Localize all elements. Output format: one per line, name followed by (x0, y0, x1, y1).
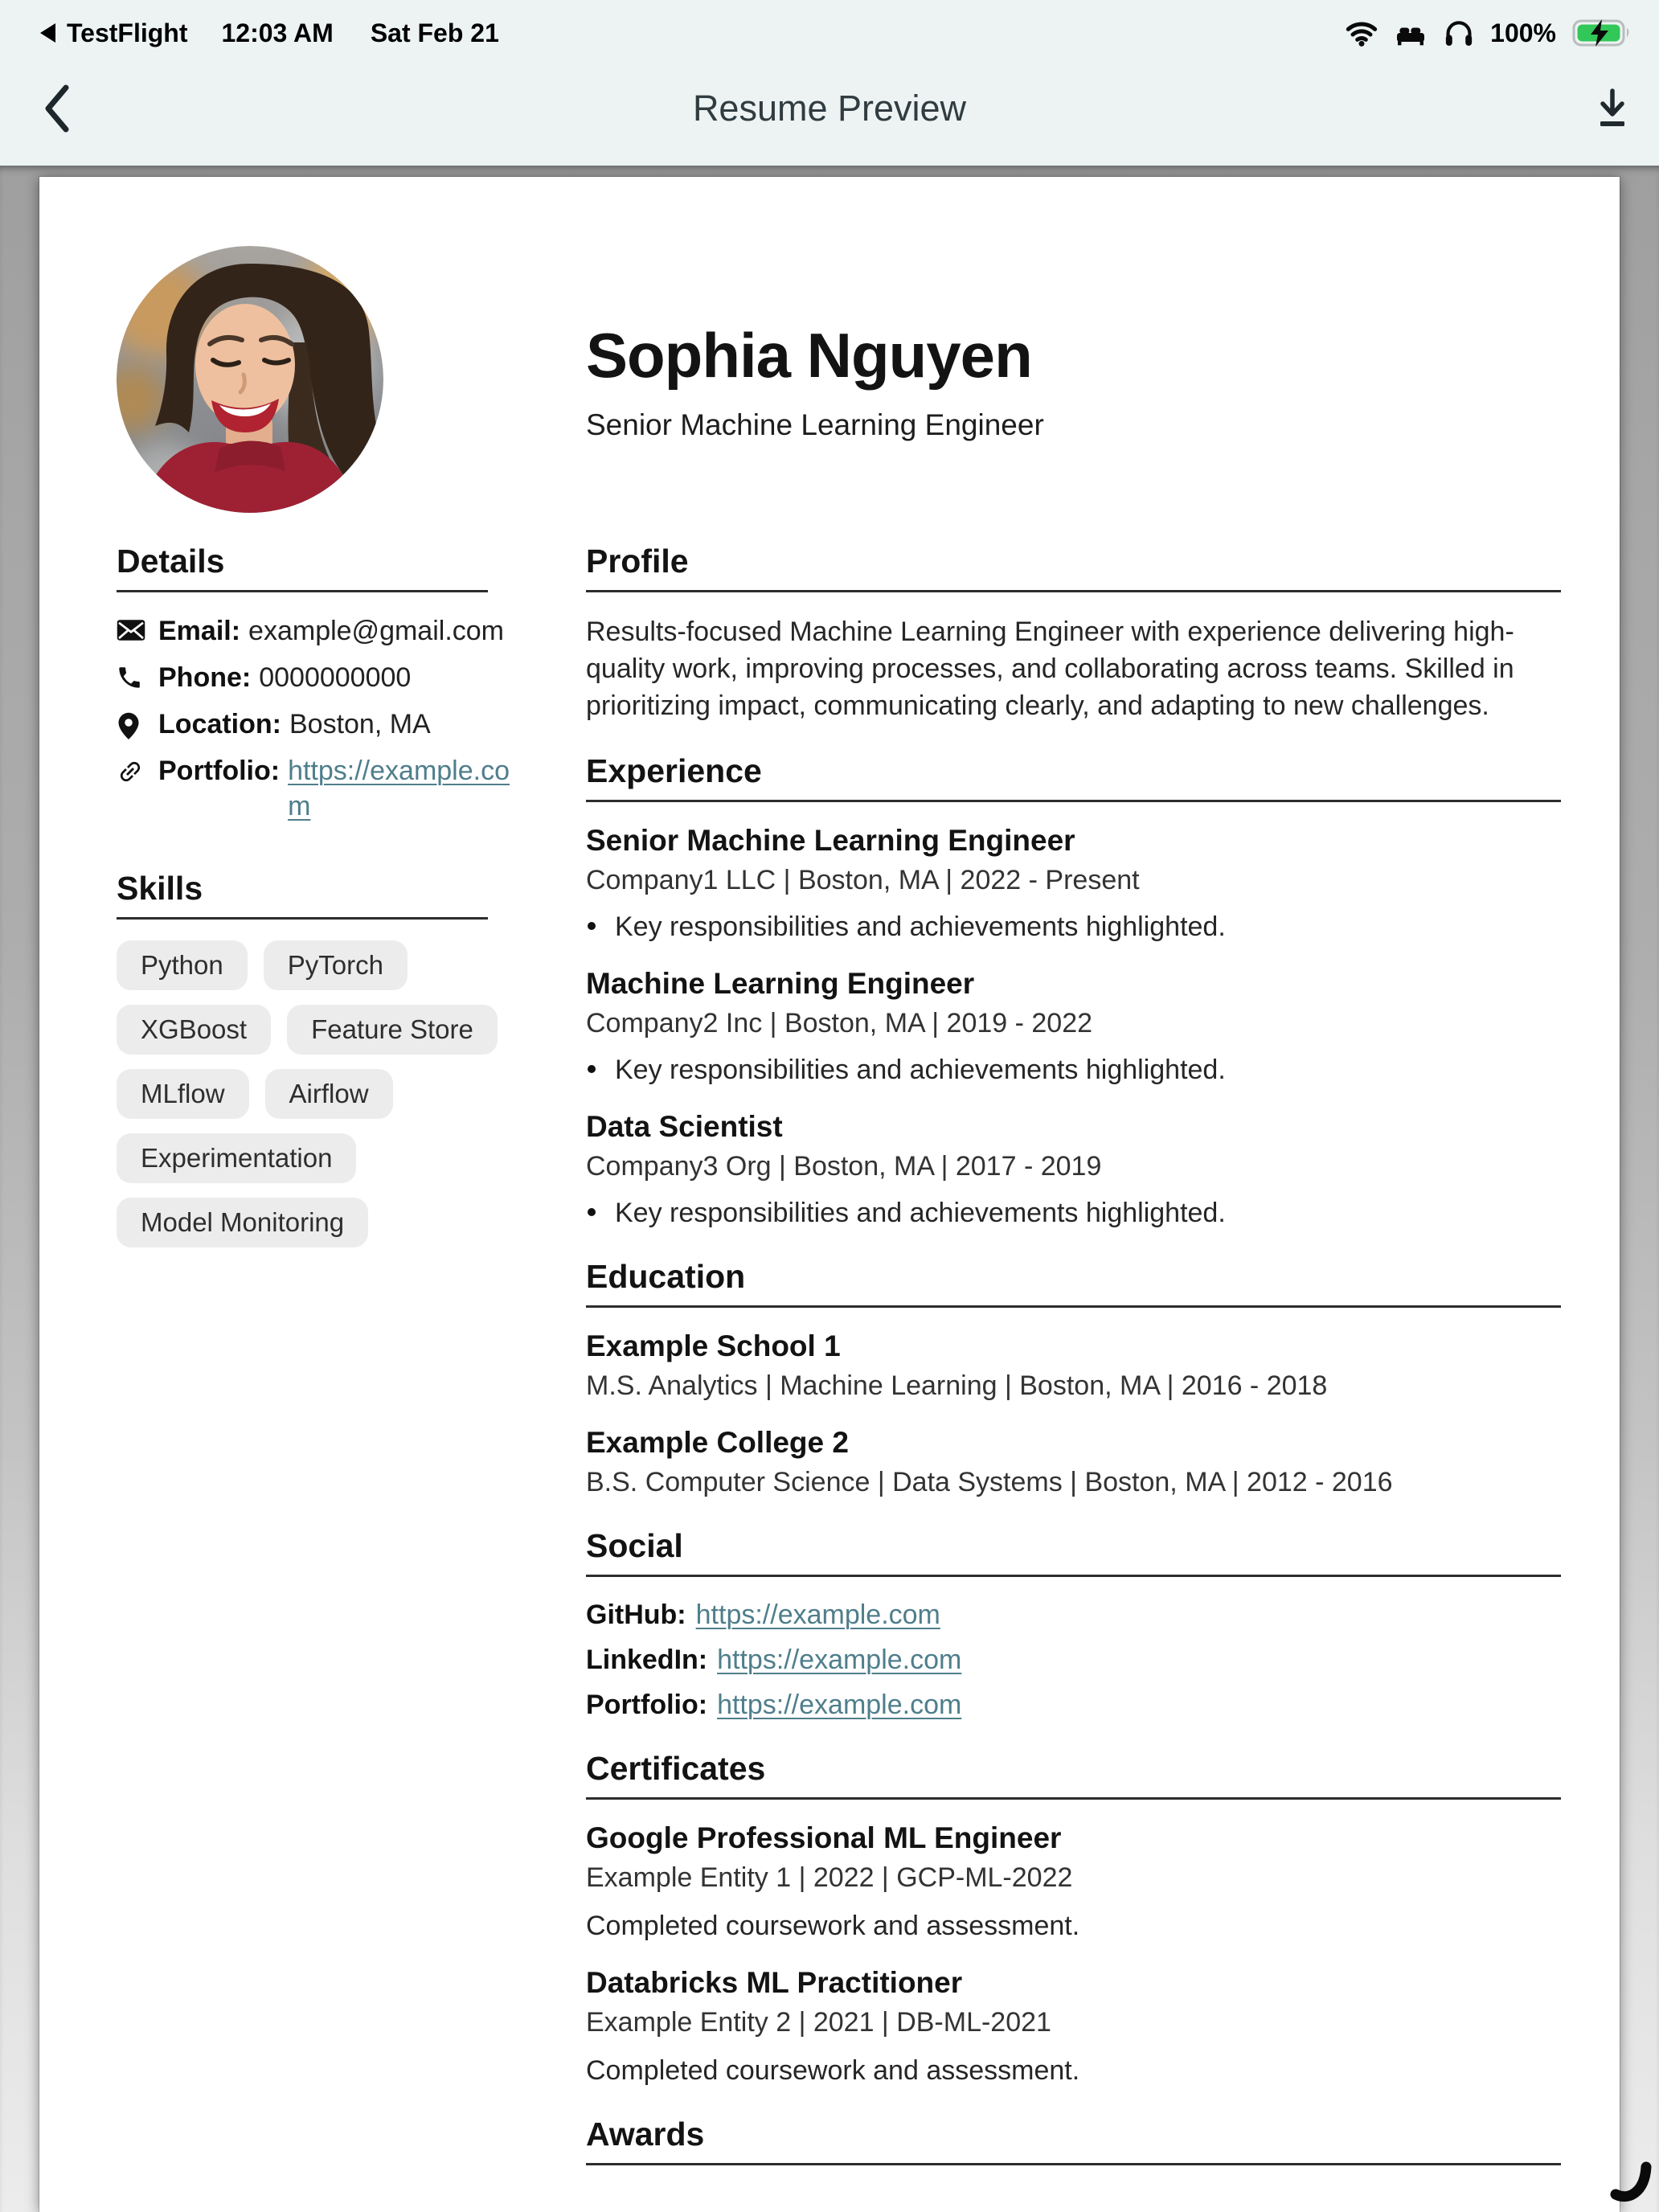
certificate-entry (586, 1821, 1561, 1943)
social-row-linkedin (586, 1643, 1561, 1677)
social-section (586, 1526, 1561, 1722)
detail-value: 0000000000 (259, 662, 412, 693)
job-bullet: Key responsibilities and achievements highlighted. (615, 1198, 1226, 1228)
job-title: Senior Machine Learning Engineer (586, 824, 1075, 857)
back-button[interactable] (42, 76, 90, 141)
social-row-portfolio (586, 1688, 1561, 1722)
section-divider (586, 590, 1561, 592)
linkedin-link[interactable]: https://example.com (717, 1645, 962, 1675)
section-divider (117, 590, 488, 592)
social-row-github (586, 1598, 1561, 1632)
social-label: GitHub: (586, 1600, 686, 1630)
bed-icon (1394, 19, 1428, 47)
skill-chip: Experimentation (117, 1133, 356, 1183)
candidate-name: Sophia Nguyen (586, 320, 1032, 391)
section-divider (586, 1305, 1561, 1308)
skill-chip: Model Monitoring (117, 1198, 368, 1247)
job-bullet: Key responsibilities and achievements highlighted. (615, 911, 1226, 942)
skill-chip: PyTorch (264, 940, 408, 990)
certificate-title: Databricks ML Practitioner (586, 1966, 963, 1999)
experience-heading: Experience (586, 752, 762, 789)
pen-squiggle-annotation (1606, 2156, 1657, 2207)
experience-entry (586, 1109, 1561, 1230)
back-to-app-label[interactable]: TestFlight (67, 18, 188, 47)
social-heading: Social (586, 1527, 683, 1564)
skills-heading: Skills (117, 870, 203, 907)
wifi-icon (1346, 19, 1378, 47)
school-name: Example School 1 (586, 1329, 841, 1362)
bullet-dot (588, 1065, 596, 1073)
job-meta: Company1 LLC | Boston, MA | 2022 - Present (586, 865, 1140, 895)
skill-chip: XGBoost (117, 1005, 271, 1055)
detail-label: Portfolio: (158, 756, 281, 786)
skill-chip: MLflow (117, 1069, 249, 1119)
profile-photo (117, 246, 383, 513)
section-divider (586, 1797, 1561, 1800)
page-title: Resume Preview (692, 88, 967, 129)
section-divider (117, 917, 488, 920)
education-heading: Education (586, 1258, 746, 1295)
profile-heading: Profile (586, 543, 689, 580)
skills-section (117, 869, 514, 1247)
social-label: LinkedIn: (586, 1645, 708, 1675)
detail-label: Location: (158, 709, 281, 739)
back-to-app-triangle-icon (40, 23, 55, 43)
battery-charging-icon (1572, 18, 1632, 48)
status-icons (1346, 18, 1632, 48)
school-name: Example College 2 (586, 1426, 849, 1459)
bullet-dot (588, 922, 596, 930)
portfolio-link[interactable]: https://example.com (288, 756, 510, 821)
phone-icon (117, 660, 145, 695)
headphones-icon (1444, 18, 1474, 47)
detail-label: Phone: (158, 662, 252, 693)
awards-section (586, 2115, 1561, 2165)
certificate-meta: Example Entity 2 | 2021 | DB-ML-2021 (586, 2007, 1051, 2038)
resume-page (39, 177, 1620, 2212)
back-chevron-icon (42, 83, 72, 134)
awards-heading: Awards (586, 2116, 705, 2153)
github-link[interactable]: https://example.com (695, 1600, 940, 1630)
skill-chip: Feature Store (287, 1005, 498, 1055)
job-meta: Company2 Inc | Boston, MA | 2019 - 2022 (586, 1008, 1093, 1038)
detail-row-phone (117, 660, 514, 695)
status-time: 12:03 AM (221, 18, 334, 47)
section-divider (586, 800, 1561, 802)
certificate-title: Google Professional ML Engineer (586, 1821, 1062, 1854)
detail-label: Email: (158, 616, 241, 646)
profile-text: Results-focused Machine Learning Engineer with experience delivering high-quality work, improving processes, and collaborating across teams. Skilled in prioritizing impact, communicating clearly, and adapting to new challenges. (586, 616, 1514, 721)
certificate-description: Completed coursework and assessment. (586, 2055, 1080, 2086)
job-meta: Company3 Org | Boston, MA | 2017 - 2019 (586, 1151, 1102, 1182)
section-divider (586, 2163, 1561, 2165)
right-column (586, 542, 1561, 2186)
social-label: Portfolio: (586, 1690, 708, 1720)
experience-entry (586, 966, 1561, 1087)
experience-entry (586, 823, 1561, 944)
portfolio-social-link[interactable]: https://example.com (717, 1690, 962, 1720)
profile-section (586, 542, 1561, 724)
detail-row-location (117, 707, 514, 742)
skill-chip: Python (117, 940, 248, 990)
job-bullet: Key responsibilities and achievements highlighted. (615, 1055, 1226, 1085)
education-section (586, 1257, 1561, 1499)
education-entry (586, 1425, 1561, 1499)
resume-columns (117, 542, 1561, 2186)
battery-percent-label: 100% (1490, 18, 1556, 47)
school-meta: M.S. Analytics | Machine Learning | Boston, MA | 2016 - 2018 (586, 1370, 1328, 1401)
document-viewer[interactable] (0, 166, 1659, 2212)
detail-value: example@gmail.com (248, 616, 504, 646)
link-icon (117, 753, 145, 824)
job-title: Data Scientist (586, 1110, 783, 1143)
section-divider (586, 1575, 1561, 1577)
download-icon (1594, 87, 1631, 130)
status-date: Sat Feb 21 (370, 18, 499, 47)
left-column (117, 542, 514, 2186)
download-button[interactable] (1588, 80, 1636, 137)
location-pin-icon (117, 707, 145, 742)
certificate-meta: Example Entity 1 | 2022 | GCP-ML-2022 (586, 1862, 1073, 1893)
job-title: Machine Learning Engineer (586, 967, 975, 1000)
detail-row-portfolio (117, 753, 514, 824)
experience-section (586, 752, 1561, 1230)
back-to-app-indicator[interactable] (40, 18, 499, 48)
certificate-description: Completed coursework and assessment. (586, 1911, 1080, 1941)
resume-header (117, 246, 1561, 513)
certificate-entry (586, 1965, 1561, 2087)
identity-block (586, 320, 1044, 513)
details-heading: Details (117, 543, 225, 580)
bullet-dot (588, 1208, 596, 1216)
certificates-heading: Certificates (586, 1750, 766, 1787)
detail-value: Boston, MA (289, 709, 431, 739)
envelope-icon (117, 613, 145, 649)
education-entry (586, 1329, 1561, 1403)
certificates-section (586, 1749, 1561, 2087)
detail-row-email (117, 613, 514, 649)
skill-chips (117, 940, 514, 1247)
school-meta: B.S. Computer Science | Data Systems | Boston, MA | 2012 - 2016 (586, 1467, 1393, 1497)
nav-bar (0, 51, 1659, 166)
candidate-title: Senior Machine Learning Engineer (586, 408, 1044, 441)
status-bar (0, 0, 1659, 51)
skill-chip: Airflow (265, 1069, 393, 1119)
